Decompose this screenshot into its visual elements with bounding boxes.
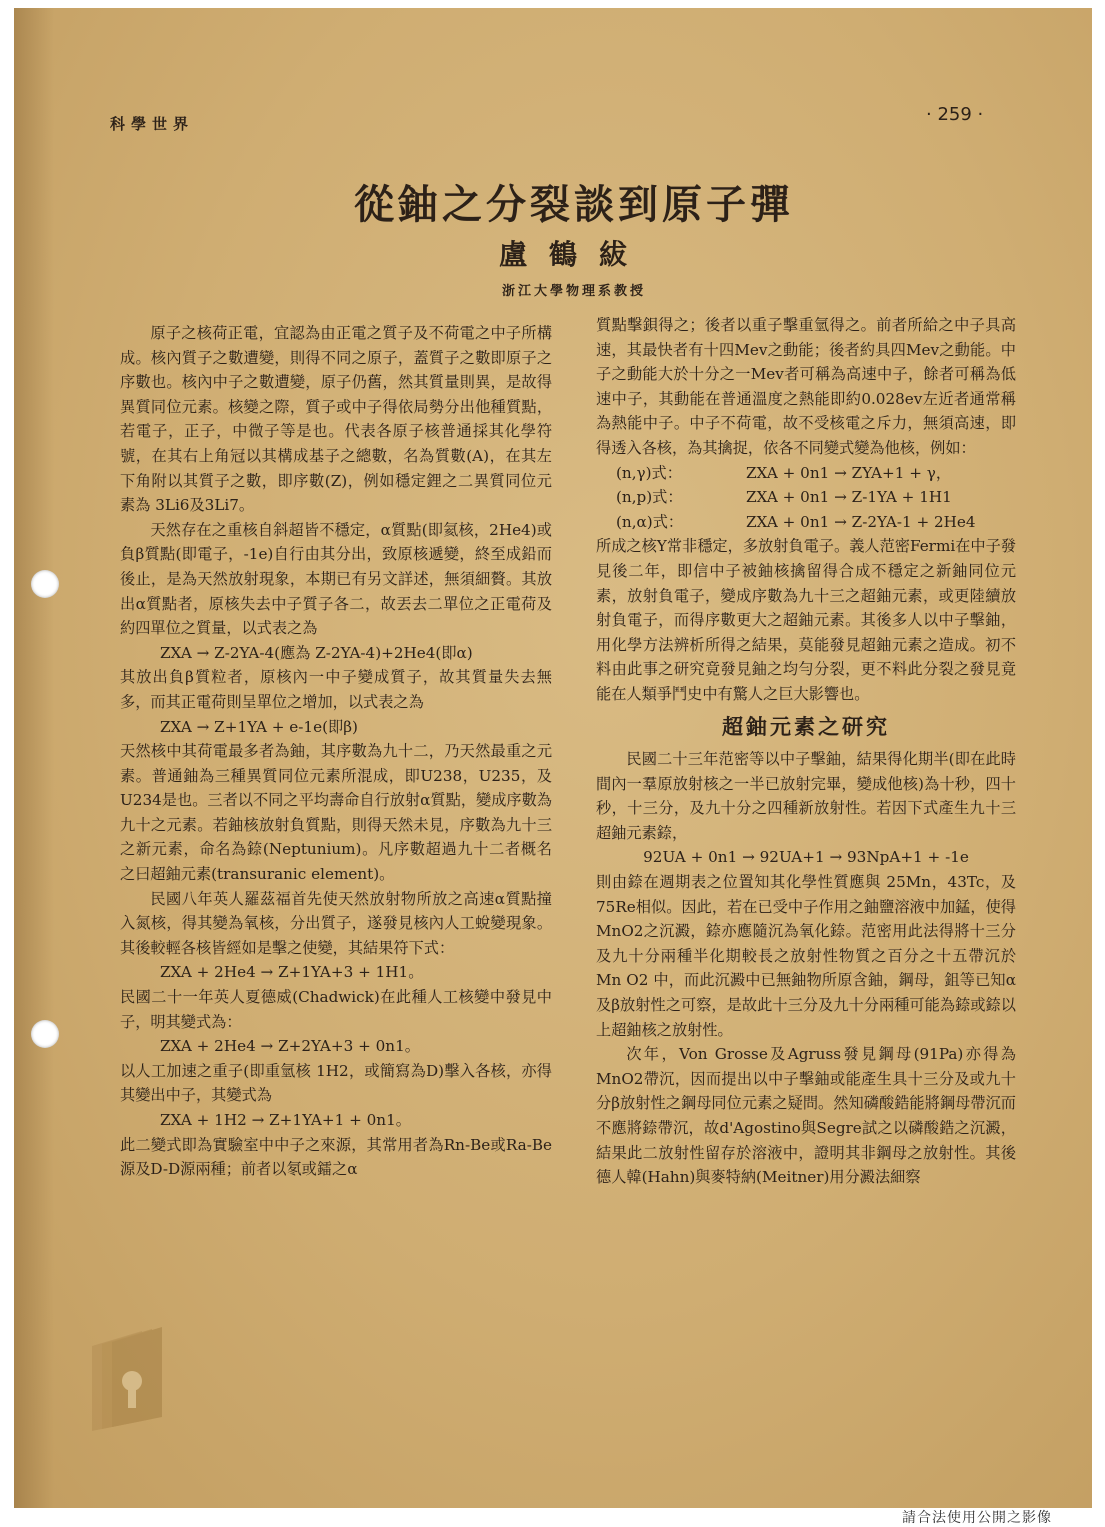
paragraph: 民國二十一年英人夏德威(Chadwick)在此種人工核變中發見中子，明其變式為：	[120, 988, 552, 1031]
article-author: 盧鶴紱	[498, 238, 649, 271]
equation: 92UA + 0n1 → 92UA+1 → 93NpA+1 + -1e	[643, 848, 969, 867]
paragraph: 以人工加速之重子(即重氫核 1H2，或簡寫為D)擊入各核，亦得其變出中子，其變式為	[120, 1061, 552, 1105]
equation: ZXA + 1H2 → Z+1YA+1 + 0n1。	[160, 1111, 411, 1129]
right-column	[596, 313, 1016, 1190]
equation-label: (n,p)式：	[616, 488, 683, 507]
equation: ZXA + 0n1 → ZYA+1 + γ，	[746, 463, 952, 482]
paragraph: 其放出負β質粒者，原核內一中子變成質子，故其質量失去無多，而其正電荷則呈單位之增加，以式表之為	[120, 668, 552, 711]
paragraph: 質點擊鋇得之；後者以重子擊重氫得之。前者所給之中子具高速，其最快者有十四Mev之動能；後者約具四Mev之動能。中子之動能大於十分之一Mev者可稱為高速中子，餘者可稱為低速中子，其動能在普通溫度之熱能即約0.028ev左近者通常稱為熱能中子。中子不荷電，故不受核電之斥力，無須高速，即得透入各核，為其擒捉，依各不同變式變為他核，例如：	[596, 316, 1016, 457]
equation-label: (n,γ)式：	[616, 463, 682, 482]
equation-row	[616, 485, 1016, 510]
reaction-equations	[596, 461, 1016, 535]
binder-hole	[31, 570, 59, 598]
paragraph: 次年，Von Grosse及Agruss發見鋼母(91Pa)亦得為MnO2帶沉，因而提出以中子擊鈾或能產生具十三分及或九十分β放射性之鋼母同位元素之疑問。然知磷酸鋯能將鋼母帶沉而不應將錼帶沉，故d'Agostino與Segre試之以磷酸鋯之沉澱，結果此二放射性留存於溶液中，證明其非鋼母之放射性。其後德人韓(Hahn)與麥特納(Meitner)用分澱法細察	[596, 1045, 1016, 1187]
equation: ZXA + 2He4 → Z+2YA+3 + 0n1。	[160, 1037, 420, 1056]
equation: ZXA + 2He4 → Z+1YA+3 + 1H1。	[160, 963, 424, 982]
author-affiliation: 浙江大學物理系教授	[501, 284, 646, 299]
paragraph: 此二變式即為實驗室中中子之來源，其常用者為Rn-Be或Ra-Be源及D-D源兩種；前者以氡或鐳之α	[120, 1135, 552, 1179]
paragraph: 天然存在之重核自斜超皆不穩定，α質點(即氦核，2He4)或負β質點(即電子，-1e)自行由其分出，致原核遞變，終至成鉛而後止，是為天然放射現象，本期已有另文詳述，無須細贅。其放出α質點者，原核失去中子質子各二，故丟去二單位之正電荷及約四單位之質量，以式表之為	[120, 520, 552, 638]
library-watermark-icon	[82, 1326, 182, 1436]
section-title: 超鈾元素之研究	[722, 713, 890, 739]
paragraph: 民國二十三年范密等以中子擊鈾，結果得化期半(即在此時間內一羣原放射核之一半已放射完畢，變成他核)為十秒，四十秒，十三分，及九十分之四種新放射性。若因下式產生九十三超鈾元素錼，	[596, 750, 1016, 842]
equation: ZXA + 0n1 → Z-1YA + 1H1	[746, 488, 952, 507]
equation: ZXA → Z+1YA + e-1e(即β)	[160, 717, 358, 736]
paragraph: 所成之核Y常非穩定，多放射負電子。義人范密Fermi在中子發見後二年，即信中子被鈾核擒留得合成不穩定之新鈾同位元素，放射負電子，變成序數為九十三之超鈾元素，或更陸續放射負電子，而得序數更大之超鈾元素。其後多人以中子擊鈾，用化學方法辨析所得之結果，莫能發見超鈾元素之造成。初不料由此事之研究竟發見鈾之均勻分裂，更不料此分裂之發見竟能在人類爭鬥史中有驚人之巨大影響也。	[596, 537, 1016, 703]
binder-hole	[31, 1020, 59, 1048]
journal-name: 科學世界	[110, 115, 195, 133]
equation: ZXA → Z-2YA-4(應為 Z-2YA-4)+2He4(即α)	[160, 643, 473, 662]
equation: ZXA + 0n1 → Z-2YA-1 + 2He4	[746, 512, 976, 531]
left-column	[120, 321, 552, 1182]
usage-notice: 請合法使用公開之影像	[902, 1510, 1052, 1526]
article-title: 從鈾之分裂談到原子彈	[354, 181, 794, 228]
equation-label: (n,α)式：	[616, 512, 684, 531]
paragraph: 則由錼在週期表之位置知其化學性質應與 25Mn，43Tc，及75Re相似。因此，若在已受中子作用之鈾鹽溶液中加錳，使得MnO2之沉澱，錼亦應隨沉為氧化錼。范密用此法得將十三分及九十分兩種半化期較長之放射性物質之百分之十五帶沉於 Mn O2 中，而此沉澱中已無鈾物所原含鈾，鋼母，鉏等已知α及β放射性之可察，是故此十三分及九十分兩種可能為錼或錼以上超鈾核之放射性。	[596, 873, 1016, 1039]
paragraph: 民國八年英人羅茲福首先使天然放射物所放之高速α質點撞入氮核，得其變為氧核，分出質子，遂發見核內人工蛻變現象。其後較輕各核皆經如是擊之使變，其結果符下式：	[120, 889, 552, 957]
document-page	[14, 8, 1092, 1508]
paragraph: 原子之核荷正電，宜認為由正電之質子及不荷電之中子所構成。核內質子之數遭變，則得不同之原子，蓋質子之數即原子之序數也。核內中子之數遭變，原子仍舊，然其質量則異，是故得異質同位元素。核變之際，質子或中子得依局勢分出他種質點，若電子，正子，中微子等是也。代表各原子核普通採其化學符號，在其右上角冠以其構成基子之總數，名為質數(A)，在其左下角附以其質子之數，即序數(Z)，例如穩定鋰之二異質同位元素為 3Li6及3Li7。	[120, 324, 552, 515]
equation-row	[616, 461, 1016, 486]
equation-row	[616, 510, 1016, 535]
page-number: · 259 ·	[926, 104, 984, 125]
paragraph: 天然核中其荷電最多者為鈾，其序數為九十二，乃天然最重之元素。普通鈾為三種異質同位元素所混成，即U238，U235，及U234是也。三者以不同之平均壽命自行放射α質點，變成序數為九十之元素。若鈾核放射負質點，則得天然未見，序數為九十三之新元素，命名為錼(Neptunium)。凡序數超過九十二者概名之曰超鈾元素(transuranic element)。	[120, 742, 552, 884]
